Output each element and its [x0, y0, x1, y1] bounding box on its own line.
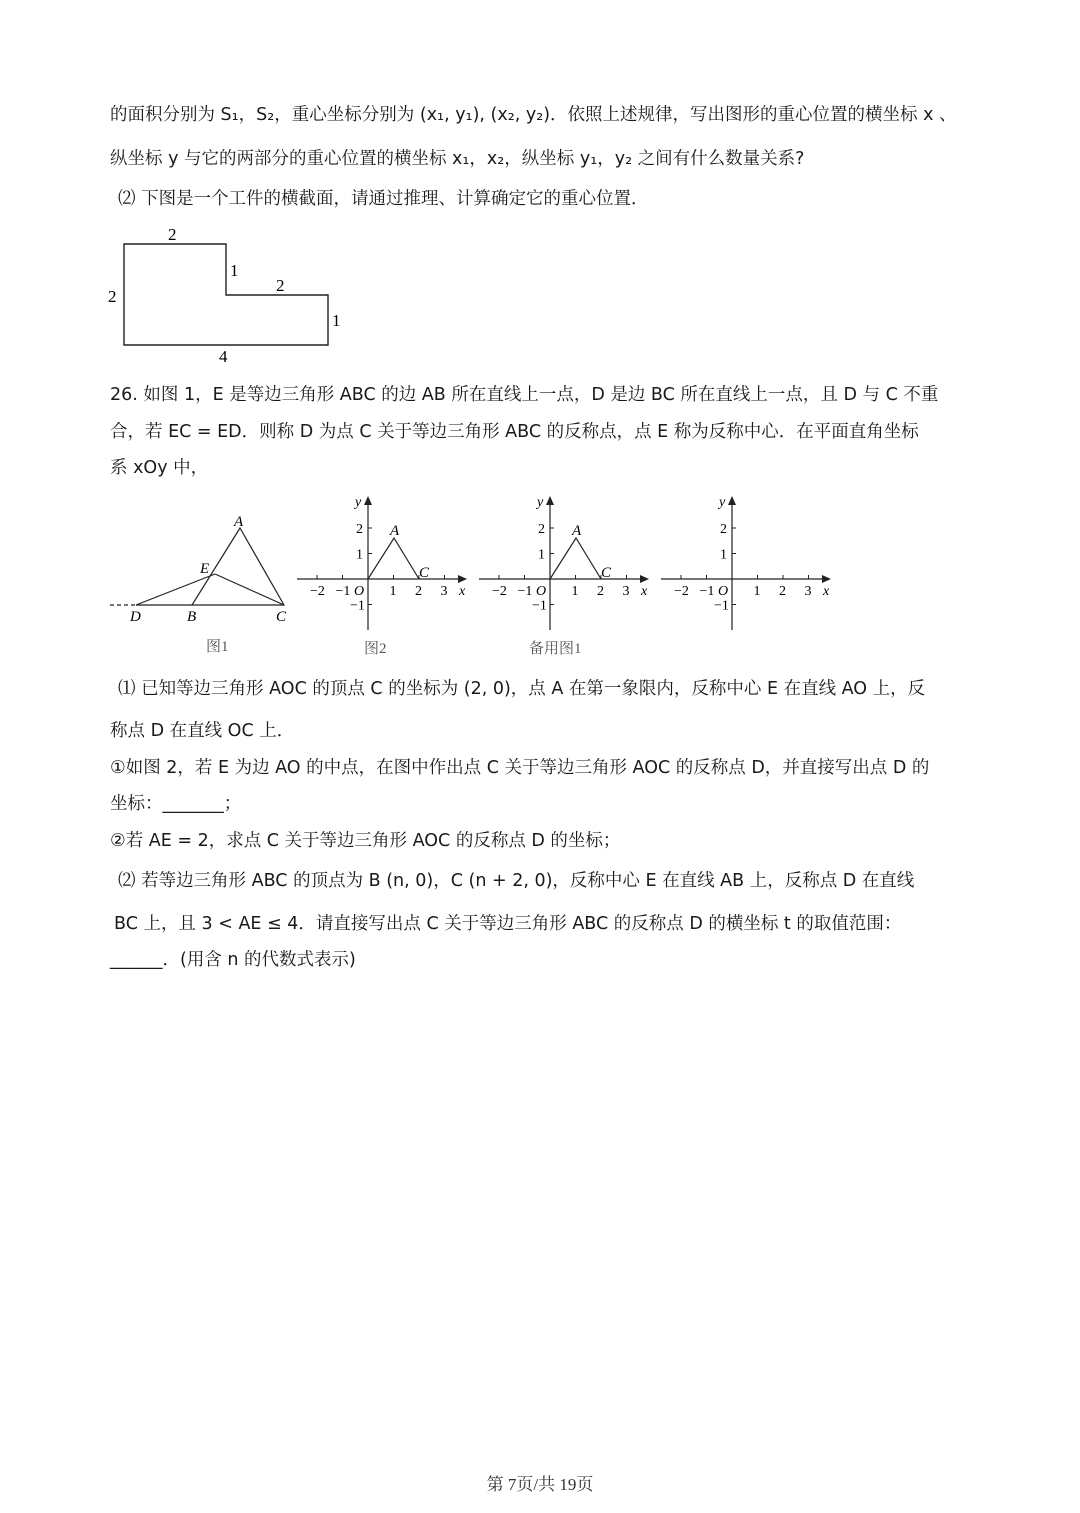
axes-group	[479, 495, 649, 630]
y-tick-label: 1	[538, 547, 545, 563]
x-tick-label: 1	[753, 584, 761, 599]
segment-DE	[136, 574, 215, 605]
text-line-7: ⑴ 已知等边三角形 AOC 的顶点 C 的坐标为 (2, 0)，点 A 在第一象限内，反称中心 E 在直线 AO 上，反	[118, 679, 926, 699]
y-axis-arrow	[546, 496, 554, 505]
segment-EC	[215, 574, 284, 605]
axes-group	[297, 495, 467, 630]
x-tick-label: 1	[389, 584, 397, 599]
text-line-14: ______．(用含 n 的代数式表示)	[110, 950, 356, 970]
cross-section-figure	[100, 222, 360, 372]
y-tick-label: 1	[356, 547, 363, 563]
x-axis-label: x	[823, 584, 830, 599]
x-axis-label: x	[641, 584, 648, 599]
x-tick-label: −1	[517, 584, 533, 599]
x-axis-arrow	[822, 575, 831, 583]
coordinate-figure-2	[293, 490, 473, 655]
text-line-5: 合，若 EC = ED．则称 D 为点 C 关于等边三角形 ABC 的反称点，点 E 称为反称中心．在平面直角坐标	[110, 422, 919, 442]
x-tick-label: 3	[440, 584, 448, 599]
figure-1	[100, 505, 290, 665]
x-tick-label: 2	[415, 584, 422, 599]
x-tick-label: −2	[310, 584, 325, 599]
x-axis-arrow	[640, 575, 649, 583]
y-tick-label: 1	[720, 547, 727, 563]
y-tick-label: 2	[538, 522, 545, 537]
axes-group	[661, 495, 831, 630]
y-axis-arrow	[728, 496, 736, 505]
label-E: E	[200, 561, 210, 577]
origin-label: O	[354, 584, 365, 599]
origin-label: O	[536, 584, 547, 599]
coordinate-figure-3	[475, 490, 655, 655]
caption-fig2: 图2	[364, 641, 387, 655]
label-B: B	[187, 609, 197, 625]
label-C: C	[276, 609, 287, 625]
text-line-1: 的面积分别为 S₁，S₂，重心坐标分别为 (x₁, y₁), (x₂, y₂)．依照上述规律，写出图形的重心位置的横坐标 x 、	[110, 105, 957, 125]
page-footer: 第 7页/共 19页	[486, 1475, 594, 1494]
y-axis-label: y	[537, 495, 544, 510]
label-A: A	[234, 514, 244, 530]
x-tick-label: 3	[622, 584, 630, 599]
label-C: C	[419, 565, 430, 581]
y-tick-label: −1	[532, 598, 547, 614]
y-tick-label: −1	[714, 598, 729, 614]
x-tick-label: 3	[804, 584, 812, 599]
text-line-10: 坐标：_______；	[110, 794, 242, 814]
y-axis-label: y	[719, 495, 726, 510]
text-line-12: ⑵ 若等边三角形 ABC 的顶点为 B (n, 0)，C (n + 2, 0)，反称中心 E 在直线 AB 上，反称点 D 在直线	[118, 871, 915, 891]
dim-step-h: 2	[276, 276, 285, 295]
cross-section-outline	[124, 244, 328, 345]
text-line-9: ①如图 2，若 E 为边 AO 的中点，在图中作出点 C 关于等边三角形 AOC 的反称点 D，并直接写出点 D 的	[110, 758, 930, 778]
x-tick-label: −1	[699, 584, 715, 599]
x-tick-label: 1	[571, 584, 579, 599]
label-D: D	[130, 609, 141, 625]
label-C: C	[601, 565, 612, 581]
x-tick-label: 2	[597, 584, 604, 599]
text-line-13: BC 上，且 3 < AE ≤ 4．请直接写出点 C 关于等边三角形 ABC 的反称点 D 的横坐标 t 的取值范围：	[114, 914, 902, 934]
text-line-8: 称点 D 在直线 OC 上．	[110, 721, 295, 741]
origin-label: O	[718, 584, 729, 599]
y-tick-label: 2	[720, 522, 727, 537]
x-tick-label: −2	[674, 584, 689, 599]
x-axis-label: x	[459, 584, 466, 599]
label-A: A	[572, 523, 582, 539]
triangle-AOC	[550, 538, 601, 579]
dim-top: 2	[168, 225, 177, 244]
dim-right: 1	[332, 311, 341, 330]
x-axis-arrow	[458, 575, 467, 583]
text-line-6: 系 xOy 中，	[110, 458, 209, 478]
text-line-11: ②若 AE = 2，求点 C 关于等边三角形 AOC 的反称点 D 的坐标；	[110, 831, 621, 851]
x-tick-label: −1	[335, 584, 351, 599]
dim-bottom: 4	[219, 347, 228, 366]
text-line-4: 26. 如图 1，E 是等边三角形 ABC 的边 AB 所在直线上一点，D 是边 BC 所在直线上一点，且 D 与 C 不重	[110, 385, 939, 405]
x-tick-label: 2	[779, 584, 786, 599]
x-tick-label: −2	[492, 584, 507, 599]
coordinate-figure-spare	[657, 490, 837, 655]
label-A: A	[390, 523, 400, 539]
y-tick-label: −1	[350, 598, 365, 614]
text-line-2: 纵坐标 y 与它的两部分的重心位置的横坐标 x₁，x₂，纵坐标 y₁，y₂ 之间有什么数量关系?	[110, 149, 805, 169]
triangle-AOC	[368, 538, 419, 579]
caption-fig1: 图1	[206, 639, 229, 655]
text-line-3: ⑵ 下图是一个工件的横截面，请通过推理、计算确定它的重心位置．	[118, 189, 649, 209]
dim-step-v: 1	[230, 261, 239, 280]
caption-spare: 备用图1	[529, 641, 582, 655]
y-tick-label: 2	[356, 522, 363, 537]
dim-left: 2	[108, 287, 117, 306]
y-axis-label: y	[355, 495, 362, 510]
y-axis-arrow	[364, 496, 372, 505]
